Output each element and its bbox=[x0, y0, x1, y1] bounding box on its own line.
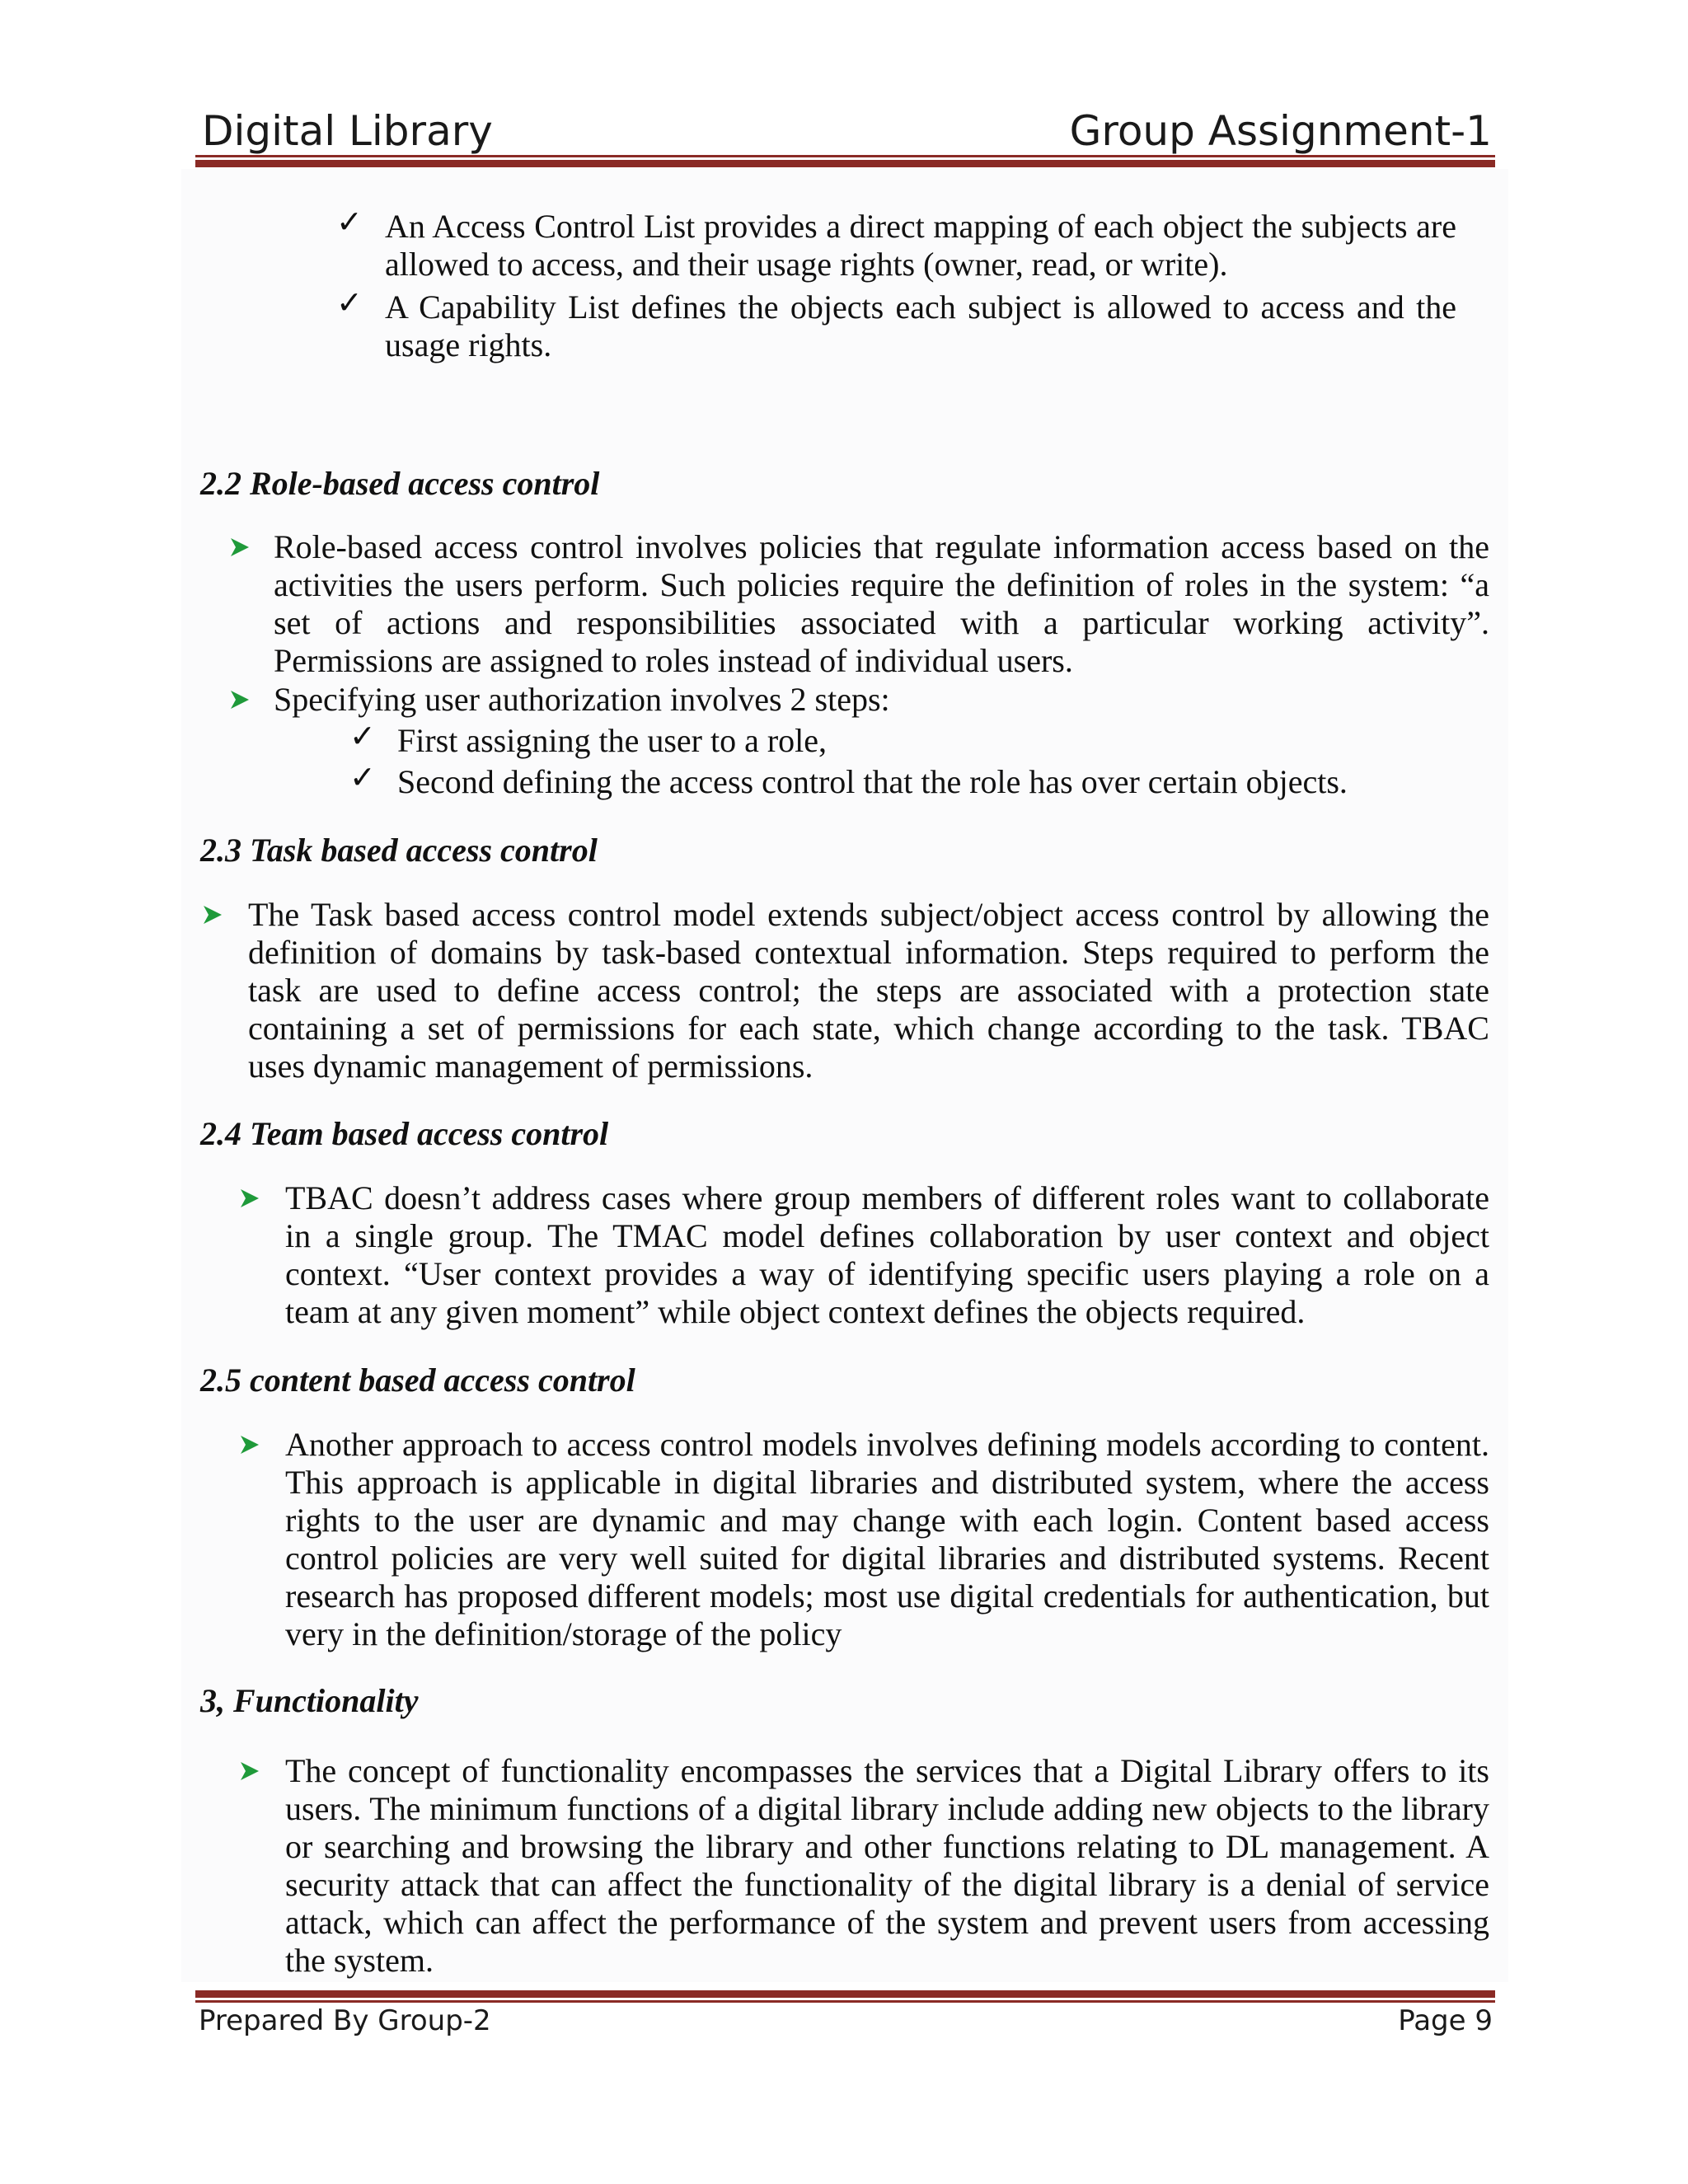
page-header bbox=[202, 97, 1492, 155]
check-icon: ✓ bbox=[349, 759, 376, 795]
section-heading-rbac: 2.2 Role-based access control bbox=[200, 465, 600, 502]
arrowhead-bullet-icon bbox=[229, 537, 251, 558]
section-heading-content: 2.5 content based access control bbox=[200, 1361, 635, 1399]
check-icon: ✓ bbox=[336, 284, 363, 321]
task-paragraph: The Task based access control model extends subject/object access control by allowing the definition of domains by task-based contextual information. Steps required to perform the task are used to define access control; the steps are associated with a protection state containing a set of permissions for each state, which change according to the task. TBAC uses dynamic management of permissions. bbox=[248, 896, 1489, 1085]
header-rule bbox=[195, 155, 1495, 167]
rbac-step-2: Second defining the access control that the role has over certain objects. bbox=[397, 763, 1348, 800]
intro-item-acl: An Access Control List provides a direct mapping of each object the subjects are allowed to access, and their usage rights (owner, read, or write). bbox=[385, 208, 1456, 283]
section-heading-team: 2.4 Team based access control bbox=[200, 1115, 609, 1152]
rbac-paragraph: Role-based access control involves policies that regulate information access based on the activities the users perform. Such policies require the definition of roles in the system: “a set of actions and responsibilities associated with a particular working activity”. Permissions are assigned to roles instead of individual users. bbox=[274, 528, 1489, 679]
section-heading-task: 2.3 Task based access control bbox=[200, 832, 598, 869]
page-footer bbox=[199, 2004, 1493, 2046]
arrowhead-bullet-icon bbox=[202, 904, 223, 926]
check-icon: ✓ bbox=[336, 204, 363, 240]
header-title: Digital Library bbox=[202, 107, 493, 155]
team-paragraph: TBAC doesn’t address cases where group members of different roles want to collaborate in a single group. The TMAC model defines collaboration by user context and object context. “User context provides a way of identifying specific users playing a role on a team at any given moment” while object context defines the objects required. bbox=[285, 1179, 1489, 1330]
functionality-paragraph: The concept of functionality encompasses the services that a Digital Library offers to its users. The minimum functions of a digital library include adding new objects to the library or searching and browsing the library and other functions relating to DL management. A security attack that can affect the functionality of the digital library is a denial of service attack, which can affect the performance of the system and prevent users from accessing the system. bbox=[285, 1752, 1489, 1979]
arrowhead-bullet-icon bbox=[239, 1188, 260, 1209]
intro-item-capability: A Capability List defines the objects each subject is allowed to access and the usage rights. bbox=[385, 288, 1456, 363]
section-heading-functionality: 3, Functionality bbox=[200, 1682, 419, 1719]
rbac-step-1: First assigning the user to a role, bbox=[397, 722, 828, 759]
footer-prepared-by: Prepared By Group-2 bbox=[199, 2004, 491, 2037]
footer-rule bbox=[195, 1990, 1495, 2003]
arrowhead-bullet-icon bbox=[239, 1760, 260, 1782]
header-assignment: Group Assignment-1 bbox=[1069, 107, 1492, 155]
page-number: Page 9 bbox=[1398, 2004, 1493, 2037]
arrowhead-bullet-icon bbox=[239, 1434, 260, 1455]
arrowhead-bullet-icon bbox=[229, 689, 251, 710]
rbac-steps-intro: Specifying user authorization involves 2 steps: bbox=[274, 681, 890, 718]
check-icon: ✓ bbox=[349, 718, 376, 754]
content-paragraph: Another approach to access control models involves defining models according to content. This approach is applicable in digital libraries and distributed system, where the access rights to the user are dynamic and may change with each login. Content based access control policies are very well suited for digital libraries and distributed systems. Recent research has proposed different models; most use digital credentials for authentication, but very in the definition/storage of the policy bbox=[285, 1426, 1489, 1652]
